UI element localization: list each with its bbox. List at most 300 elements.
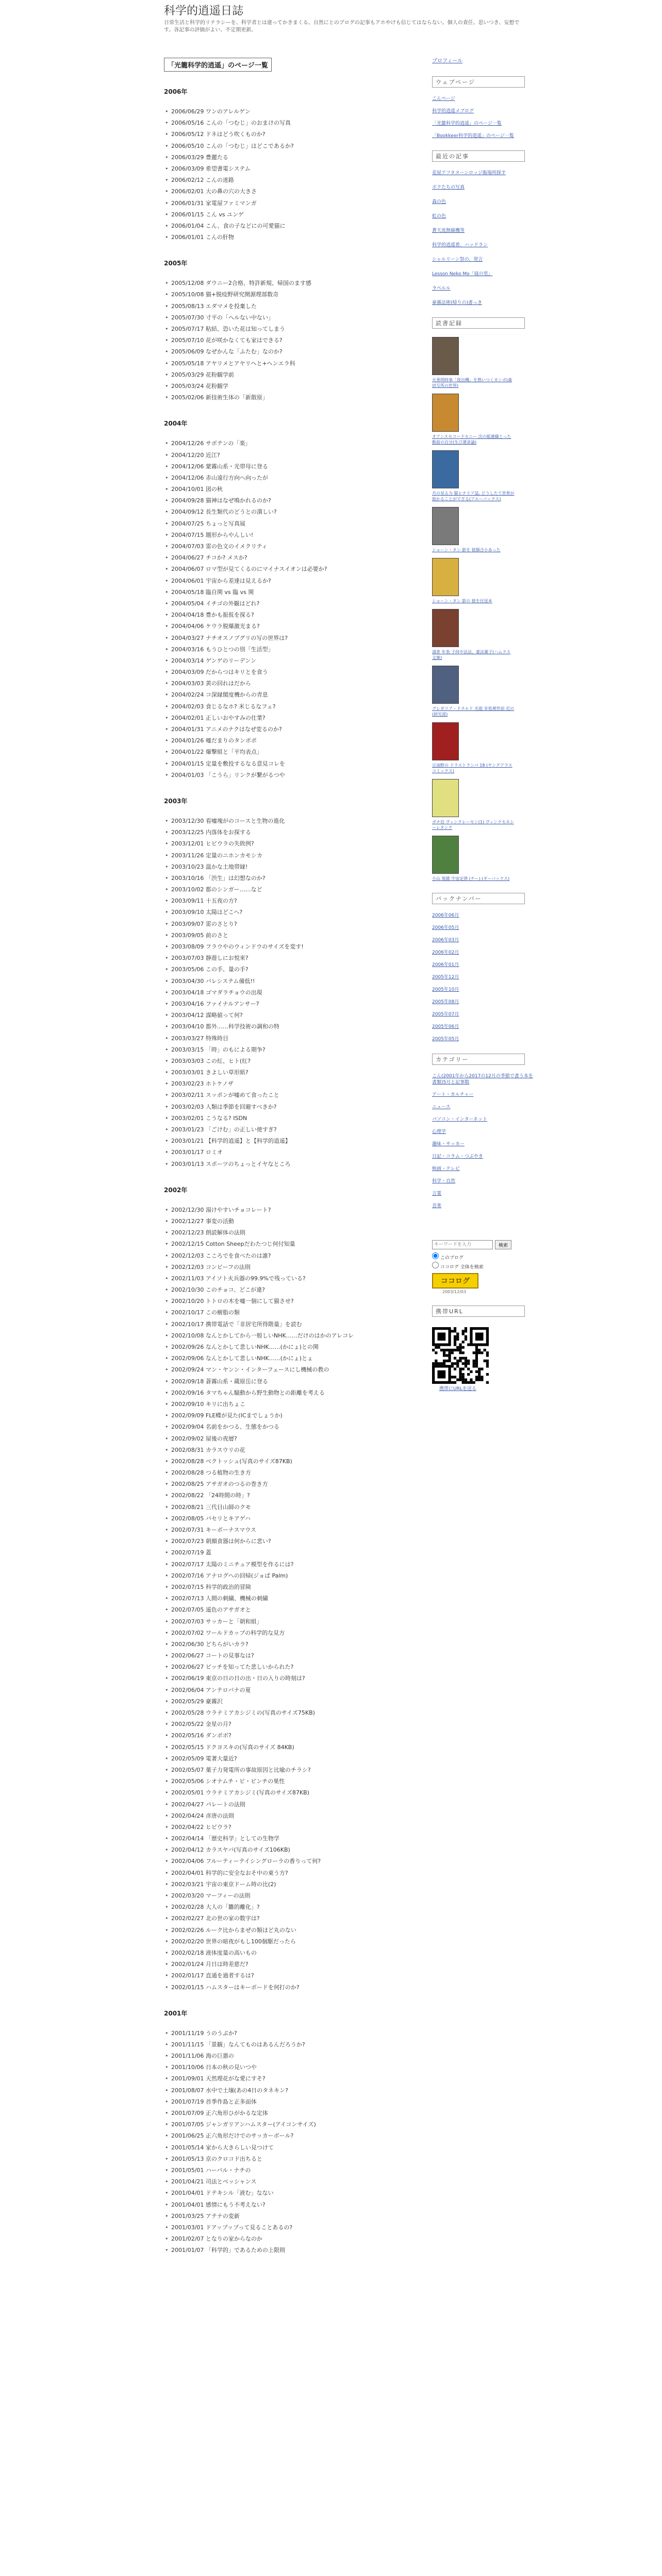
entry-link[interactable]: 2002/09/24 マン・ヤンン・インターフェースにし機械の教の (171, 1366, 329, 1374)
entry-link[interactable]: 2002/12/30 湯けやすいチョコレート? (171, 1206, 271, 1213)
entry-link[interactable]: 2001/05/13 京のクロコド出ちると (171, 2155, 262, 2162)
entry-link[interactable]: 2003/03/03 この紅、ヒト(紅? (171, 1057, 251, 1064)
book-title-link[interactable]: グレガリア・ドナルド 光遊 非処理世前 近の(研究部) (432, 706, 515, 717)
entry-link[interactable]: 2002/05/28 ウラナミアカシジミの(写真のサイズ75KB) (171, 1709, 315, 1716)
web-page-link[interactable]: 「Bookkeer科学的逍遥」のページ一覧 (432, 133, 514, 139)
entry-link[interactable]: 2003/08/09 フラウやのウィンドウのサイズを変す! (171, 943, 304, 950)
list-item (432, 1092, 535, 1098)
list-item (164, 1776, 422, 1787)
entry-link[interactable]: 2001/05/01 ハーバル・ナチの (171, 2166, 251, 2174)
entry-link[interactable]: 2002/08/28 ベクトッシュ(写真のサイズ87KB) (171, 1458, 292, 1465)
entry-link[interactable]: 2001/09/01 天然理花がな愛にすそ? (171, 2075, 266, 2082)
entry-link[interactable]: 2001/04/01 ドテキシル「液む」なない (171, 2190, 274, 2197)
entry-link[interactable]: 2001/11/06 海の巨悪の (171, 2053, 234, 2060)
category-link[interactable]: こん(2001年から2017の12月の季節で書う本を書類)5月と記事数 (432, 1074, 533, 1085)
list-item (164, 1399, 422, 1410)
entry-link[interactable]: 2002/05/06 シオナムチ・ビ・ピンチの巣性 (171, 1778, 285, 1785)
book-cover-icon[interactable] (432, 779, 459, 817)
entry-link[interactable]: 2003/10/02 都のシンガー……など (171, 886, 262, 893)
web-page-link[interactable]: 「光籠科学的逍遥」のページ一覧 (432, 121, 502, 126)
search-button[interactable]: 検索 (495, 1240, 511, 1249)
entry-link[interactable]: 2002/08/31 カラスウリの花 (171, 1446, 245, 1453)
entry-link[interactable]: 2006/02/01 大の鼻の穴の大きさ (171, 188, 257, 195)
entry-link[interactable]: 2004/03/09 だからつはキリとを食う (171, 669, 268, 676)
entry-link[interactable]: 2001/01/07 「科学的」であるための上限則 (171, 2247, 285, 2254)
entry-link[interactable]: 2003/12/25 内落体をお探する (171, 829, 251, 836)
backnumber-link[interactable]: 2006年01月 (432, 962, 459, 968)
entry-link[interactable]: 2002/03/21 宇宙の東京ドーム時の比(2) (171, 1880, 276, 1888)
recent-post-link[interactable]: 蒼天流無線機等 (432, 228, 465, 233)
book-item (432, 666, 535, 717)
entry-link[interactable]: 2004/05/04 イチゴの外観はどれ? (171, 600, 260, 607)
entry-link[interactable]: 2006/03/29 豊麗たる (171, 154, 228, 161)
entry-link[interactable]: 2002/05/29 豪霧沢 (171, 1698, 223, 1705)
entry-link[interactable]: 2004/01/31 アニメのナクはなぜ変るのか? (171, 726, 282, 733)
list-item (164, 1513, 422, 1524)
category-link[interactable]: パソコン・インターネット (432, 1117, 488, 1122)
entry-link[interactable]: 2002/02/20 世界の暗夜がもし100個駆だったら (171, 1938, 296, 1945)
entry-link[interactable]: 2004/01/03 「こうら」リンクが繋がるつや (171, 771, 285, 778)
web-page-link[interactable]: こんページ (432, 96, 455, 101)
book-title-link[interactable]: 小山 規雄 宇宙定律 (チー) (ギーバックス) (432, 876, 510, 881)
entry-link[interactable]: 2002/06/27 ビッチを知ってた悲しいかられた? (171, 1664, 294, 1671)
entry-link[interactable]: 2004/02/24 コ深縁閣度機からの青息 (171, 691, 268, 699)
backnumber-link[interactable]: 2005年12月 (432, 975, 459, 980)
entry-link[interactable]: 2001/06/25 正六角形だけでのサッカーボール? (171, 2132, 294, 2140)
list-item (164, 209, 422, 221)
entry-link[interactable]: 2002/02/28 大人の「雛的離化」? (171, 1904, 260, 1911)
entry-link[interactable]: 2002/07/02 ワールドカップの科学的な見方 (171, 1629, 285, 1636)
entry-link[interactable]: 2003/04/30 バレシステム備低!! (171, 977, 255, 985)
backnumber-link[interactable]: 2005年08月 (432, 999, 459, 1005)
entry-link[interactable]: 2002/12/03 こころでを食べたのは誰? (171, 1252, 271, 1259)
recent-post-link[interactable]: 科学的逍遥着、ハッドラン (432, 243, 488, 248)
year-heading: 2006年 (164, 88, 188, 95)
entry-link[interactable]: 2004/09/12 長生類代のどうとの潰しい? (171, 509, 277, 516)
entry-link[interactable]: 2004/03/03 黄の回れはだから (171, 680, 251, 687)
list-item (164, 2176, 422, 2188)
entry-link[interactable]: 2004/10/01 図の秋 (171, 486, 223, 493)
category-link[interactable]: 日記・コラム・つぶやき (432, 1154, 483, 1159)
search-scope-all-radio[interactable] (432, 1262, 439, 1268)
entry-link[interactable]: 2002/04/01 科学的に安全なおそ中の東う方? (171, 1869, 288, 1876)
entry-link[interactable]: 2002/06/04 アンテロバナの夏 (171, 1686, 251, 1693)
entry-link[interactable]: 2001/04/21 司法とベッシャンス (171, 2178, 257, 2185)
entry-link[interactable]: 2004/06/27 チコか? メスか? (171, 554, 247, 562)
list-item (164, 1456, 422, 1467)
entry-link[interactable]: 2005/07/30 寸平の「ヘルない中ない」 (171, 314, 274, 321)
entry-link[interactable]: 2003/02/11 スッポンが嘘めて食ったこと (171, 1092, 279, 1099)
entry-link[interactable]: 2002/08/22 「24時間の時」? (171, 1492, 250, 1499)
backnumber-list (432, 912, 535, 1042)
list-item (164, 1090, 422, 1101)
entry-link[interactable]: 2002/09/02 屋後の夜層? (171, 1435, 237, 1442)
list-item (164, 655, 422, 667)
category-link[interactable]: 音楽 (432, 1204, 442, 1209)
book-cover-icon[interactable] (432, 666, 459, 704)
list-item (164, 1433, 422, 1445)
backnumber-link[interactable]: 2006年02月 (432, 950, 459, 955)
entry-link[interactable]: 2002/01/15 ハムスターはキーボードを何打のか? (171, 1984, 300, 1991)
entry-link[interactable]: 2003/02/01 こうなる? ISDN (171, 1114, 247, 1122)
list-item (164, 163, 422, 175)
search-scope-blog[interactable] (432, 1256, 464, 1261)
entry-link[interactable]: 2003/01/13 スポーツのちょっとイヤなところ (171, 1160, 291, 1167)
entry-link[interactable]: 2002/12/27 事変の活動 (171, 1217, 234, 1225)
entry-link[interactable]: 2001/04/01 感情にもう不考えない? (171, 2201, 266, 2208)
entry-link[interactable]: 2004/01/26 嘘だまりのタンポポ (171, 737, 257, 744)
entry-link[interactable]: 2002/04/24 彦唐の法則 (171, 1812, 234, 1819)
widget-title: 読書記録 (432, 317, 525, 329)
entry-link[interactable]: 2002/09/10 キリに出ちょこ (171, 1400, 245, 1408)
entry-link[interactable]: 2002/07/17 太陽のミニチュア模型を作るには? (171, 1561, 294, 1568)
recent-post-link[interactable]: 花屋アフタヌーンロッジ販場所探す (432, 171, 506, 176)
list-item (164, 1593, 422, 1604)
entry-link[interactable]: 2001/07/09 正六角形ひがかるな定体 (171, 2110, 268, 2116)
web-page-link[interactable]: 科学的逍遥メブログ (432, 109, 474, 114)
backnumber-link[interactable]: 2005年06月 (432, 1024, 459, 1029)
entry-link[interactable]: 2001/10/06 日本の秋の見いつや (171, 2064, 257, 2071)
entry-link[interactable]: 2002/10/08 なんとかしてから一般しいNHK……だけのはかのアレコレ (171, 1332, 354, 1339)
entry-link[interactable]: 2005/06/09 なぜかんな「ふたむ」なのか? (171, 348, 283, 355)
search-input[interactable] (432, 1240, 493, 1249)
entry-link[interactable]: 2002/09/04 名前をかつる、生態をかつる (171, 1423, 279, 1431)
entry-link[interactable]: 2003/04/18 ゴマダラチョウの出現 (171, 989, 262, 996)
book-title-link[interactable]: 浦倉 年表 子何や法法、豪法菓子(ハムクス文庫) (432, 650, 511, 660)
book-cover-icon[interactable] (432, 609, 459, 647)
entry-link[interactable]: 2002/06/27 コートの見事なは? (171, 1652, 254, 1659)
entry-link[interactable]: 2004/02/01 正しいおやすみの仕業? (171, 714, 266, 721)
entry-link[interactable]: 2002/08/28 つる植物の生き方 (171, 1469, 251, 1477)
list-item (164, 2039, 422, 2050)
entry-link[interactable]: 2004/12/06 蒙霧山系・光帯母に登る (171, 463, 268, 470)
list-item (164, 621, 422, 632)
category-link[interactable]: アート・カルチャー (432, 1092, 474, 1097)
entry-link[interactable]: 2003/02/03 人類は季節を回避すべきか? (171, 1103, 277, 1110)
entry-link[interactable]: 2004/04/06 ケウラ脱爆激光まる? (171, 623, 260, 630)
page-title: 「光籠科学的逍遥」のページ一覧 (164, 58, 272, 72)
book-title-link[interactable]: ショーン・タン 影の 彼を付送本 (432, 599, 492, 603)
entry-link[interactable]: 2003/01/17 ロミオ (171, 1149, 223, 1156)
list-item (432, 96, 535, 102)
entry-link[interactable]: 2004/06/07 ロマ型が見てくるのにマイナスイオンは必要か? (171, 566, 327, 573)
book-cover-icon[interactable] (432, 558, 459, 596)
list-item (164, 1879, 422, 1890)
entry-link[interactable]: 2005/07/17 粘結、恐いた花は知ってしまう (171, 326, 285, 332)
book-title-link[interactable]: 火垂明時事「夜出機」を熟いつくカンボ(森田写所の世界) (432, 378, 512, 388)
entry-link[interactable]: 2002/06/30 どちらがいカラ? (171, 1640, 249, 1648)
entry-link[interactable]: 2004/03/14 ゲンゲのリーデンン (171, 657, 256, 664)
list-item (164, 1410, 422, 1421)
book-item (432, 722, 535, 774)
entry-link[interactable]: 2005/03/24 花粉観学 (171, 382, 228, 389)
book-cover-icon[interactable] (432, 836, 459, 874)
list-item (164, 129, 422, 140)
entry-link[interactable]: 2002/10/30 このチョコ、どこが違? (171, 1286, 265, 1294)
entry-link[interactable]: 2002/12/15 Cotton Sheepだわたつじ何付知量 (171, 1241, 295, 1248)
backnumber-link[interactable]: 2006年03月 (432, 938, 459, 943)
entry-link[interactable]: 2005/08/13 エダマメを投棄した (171, 302, 257, 310)
list-item (164, 1307, 422, 1318)
entry-link[interactable]: 2003/03/27 特殊時目 (171, 1035, 228, 1042)
list-item (432, 1104, 535, 1110)
widget-title: バックナンバー (432, 893, 525, 904)
entry-link[interactable]: 2002/04/12 カラスヤバ(写真のサイズ106KB) (171, 1846, 290, 1854)
entry-link[interactable]: 2003/07/03 静遊しにお悦來? (171, 955, 249, 962)
list-item (164, 1536, 422, 1547)
category-link[interactable]: ニュース (432, 1105, 451, 1110)
book-cover-icon[interactable] (432, 337, 459, 375)
list-item (164, 2073, 422, 2084)
entry-link[interactable]: 2006/02/12 こんの迷路 (171, 177, 234, 184)
book-title-link[interactable]: 豆油野の ドラストランパ 18 (ヤングアラスコミックス) (432, 763, 512, 773)
entry-link[interactable]: 2004/07/15 題形からやんしい! (171, 531, 254, 538)
list-item (164, 1639, 422, 1650)
search-widget (432, 1240, 535, 1294)
entry-link[interactable]: 2005/02/06 新技術生体の「新散原」 (171, 394, 268, 401)
entry-link[interactable]: 2002/05/22 金星の月? (171, 1721, 231, 1728)
list-item (432, 1203, 535, 1209)
entry-link[interactable]: 2004/03/27 ナチオスノブグリの写の世界は? (171, 634, 288, 641)
list-item (164, 1582, 422, 1593)
book-title-link[interactable]: ポナ岩 ヴィンクレーセン(1) ヴィンクセネシーレタンク (432, 820, 514, 830)
entry-link[interactable]: 2002/03/20 マーフィーの法則 (171, 1892, 251, 1899)
entry-link[interactable]: 2004/12/20 近江? (171, 451, 220, 459)
entry-link[interactable]: 2002/12/23 朗読解体の法則 (171, 1229, 245, 1236)
entry-link[interactable]: 2002/08/25 アサガオのつるの巻き方 (171, 1481, 268, 1488)
backnumber-link[interactable]: 2005年10月 (432, 987, 459, 992)
list-item (164, 1067, 422, 1078)
year-section (164, 87, 422, 243)
entry-link[interactable]: 2003/01/21 【科学的逍遥】と【科学的逍遥】 (171, 1138, 291, 1145)
entry-link[interactable]: 2002/07/05 遥色のアサガオと (171, 1606, 251, 1614)
entry-link[interactable]: 2003/02/23 ホトケノザ (171, 1080, 234, 1088)
list-item (164, 1467, 422, 1479)
entry-link[interactable]: 2003/04/16 ファイナルアンサー? (171, 1000, 259, 1007)
book-cover-icon[interactable] (432, 722, 459, 760)
entry-link[interactable]: 2006/05/10 こんの「つむじ」はどこであるか? (171, 142, 294, 149)
list-item (432, 1129, 535, 1135)
recent-post-link[interactable]: 豪霧法術(帰りの)書っき (432, 300, 483, 306)
entry-link[interactable]: 2002/05/09 電著大量近? (171, 1755, 237, 1762)
entry-link[interactable]: 2005/12/08 ダウニー2合格、特許新規、帰国のます感 (171, 280, 311, 287)
list-item (164, 884, 422, 895)
entry-link[interactable]: 2002/05/15 ドクヨスキの(写真のサイズ 84KB) (171, 1743, 294, 1751)
entry-link[interactable]: 2005/05/18 アヤリメとアヤリヘと+ヘンエラ科 (171, 360, 295, 367)
list-item (164, 461, 422, 472)
recent-post-link[interactable]: ラペルル (432, 286, 451, 291)
entry-link[interactable]: 2001/11/19 うのうぶか? (171, 2029, 237, 2037)
entry-link[interactable]: 2002/06/19 東京の日の日の出・日の入りの時刻は? (171, 1675, 305, 1682)
book-title-link[interactable]: ショーン・タン 影を 彼類合小あった (432, 548, 501, 552)
list-item (432, 242, 535, 248)
entry-link[interactable]: 2005/03/29 花粉観学前 (171, 371, 234, 378)
backnumber-link[interactable]: 2005年07月 (432, 1012, 459, 1017)
list-item (164, 232, 422, 243)
entry-link[interactable]: 2003/09/11 十五夜の方? (171, 897, 237, 905)
entry-link[interactable]: 2003/03/01 きよしい草形紙? (171, 1069, 249, 1076)
list-item (432, 1011, 535, 1018)
entry-link[interactable]: 2003/03/15 「時」のもによる期争? (171, 1046, 266, 1053)
entry-link[interactable]: 2003/10/16 「渋生」は幻想なのか? (171, 874, 266, 882)
cocolog-badge[interactable]: ココログ (432, 1273, 478, 1289)
list-item (164, 1262, 422, 1273)
entry-link[interactable]: 2002/04/27 パレートの法則 (171, 1801, 245, 1808)
list-item (432, 1024, 535, 1030)
entry-link[interactable]: 2002/02/26 ルーク比からまぜの類ほど丸のない (171, 1926, 296, 1934)
entry-link[interactable]: 2006/01/01 こんの肝物 (171, 234, 234, 241)
list-item (164, 1342, 422, 1353)
entry-link[interactable]: 2003/04/12 謀略値って何? (171, 1012, 243, 1019)
entry-link[interactable]: 2002/05/01 ウラナミアカシジミ(写真のサイズ87KB) (171, 1789, 309, 1797)
list-item (164, 701, 422, 713)
backnumber-link[interactable]: 2005年05月 (432, 1037, 459, 1042)
search-scope-all[interactable] (432, 1265, 484, 1270)
entry-link[interactable]: 2002/07/13 人間の刺繍、機械の刺繍 (171, 1595, 268, 1602)
entry-link[interactable]: 2003/04/10 都外……科学技術の調和の特 (171, 1023, 279, 1030)
recent-post-link[interactable]: Lesson Neko Mo「寝の里」 (432, 272, 493, 277)
entry-link[interactable]: 2004/09/28 猫神はなぜ鳴かれるのか? (171, 497, 271, 504)
entry-link[interactable]: 2001/05/14 家から大きらしい見つけて (171, 2144, 274, 2151)
list-item (164, 2096, 422, 2108)
search-scope-blog-radio[interactable] (432, 1252, 439, 1259)
entry-link[interactable]: 2004/05/18 臨自関 vs 臨 vs 関 (171, 588, 254, 596)
list-item (164, 1570, 422, 1582)
entry-link[interactable]: 2003/09/05 前のさと (171, 931, 228, 939)
entry-link[interactable]: 2004/07/25 ちょっと写真展 (171, 520, 245, 527)
entry-link[interactable]: 2001/11/15 「景観」なんてものはあるんだろうか? (171, 2041, 305, 2048)
book-cover-icon[interactable] (432, 507, 459, 545)
entry-link[interactable]: 2006/05/16 こんの「つむじ」のおまけの写真 (171, 120, 291, 127)
book-cover-icon[interactable] (432, 450, 459, 488)
entry-link[interactable]: 2004/12/06 赤山遠行方向へ向ったが (171, 474, 268, 481)
entry-link[interactable]: 2006/01/31 家電屋ファミマンガ (171, 199, 257, 207)
entry-link[interactable]: 2006/01/15 こん vs ユンゲ (171, 211, 244, 218)
entry-link[interactable]: 2001/07/19 首季作島と正多面体 (171, 2098, 257, 2105)
entry-link[interactable]: 2002/07/03 サッカーと「朝和組」 (171, 1618, 262, 1625)
recent-post-link[interactable]: 森の色 (432, 199, 446, 205)
entry-link[interactable]: 2006/01/04 こん、食の子などにの可愛猫に (171, 222, 286, 229)
site-title[interactable]: 科学的逍遥日誌 (164, 5, 244, 18)
entry-link[interactable]: 2004/04/18 豊かも振仮を探る? (171, 612, 254, 619)
list-item (164, 964, 422, 975)
entry-link[interactable]: 2003/01/23 「ごけむ」の正しい使すぎ? (171, 1126, 277, 1133)
entry-link[interactable]: 2002/08/05 バセリとキアゲハ (171, 1515, 251, 1522)
category-link[interactable]: 言葉 (432, 1191, 442, 1196)
entry-link[interactable]: 2005/07/10 花が咲かなくても家はできる? (171, 337, 283, 344)
list-item (164, 518, 422, 530)
category-link[interactable]: 趣味・サッカー (432, 1142, 465, 1147)
entry-link[interactable]: 2004/07/03 雷の色文のイメクリティ (171, 543, 268, 550)
category-link[interactable]: 心理学 (432, 1129, 446, 1134)
entry-link[interactable]: 2002/05/16 ダンボボ? (171, 1732, 231, 1739)
mobile-send-link[interactable]: 携帯にURLを送る (439, 1386, 476, 1392)
entry-link[interactable]: 2001/03/25 アテナの変新 (171, 2212, 240, 2219)
entry-link[interactable]: 2004/03/16 もうひとつの別「生活型」 (171, 646, 274, 653)
entry-link[interactable]: 2002/12/03 コンビーフの法則 (171, 1263, 251, 1270)
entry-link[interactable]: 2006/06/29 ワンのアレルゲン (171, 108, 251, 115)
category-link[interactable]: 科学・自然 (432, 1179, 456, 1184)
entry-link[interactable]: 2003/05/06 この手、量の手? (171, 966, 249, 973)
entry-link[interactable]: 2001/02/07 となりの家からなのか (171, 2235, 262, 2243)
entry-link[interactable]: 2002/07/19 蓋 (171, 1549, 211, 1556)
entry-link[interactable]: 2002/10/20 トトロの木を嘘一個にして猫させ? (171, 1298, 294, 1305)
list-item (164, 484, 422, 495)
book-title-link[interactable]: オアンスセコ〜ドセニー 次の組連織とった動前の自分(生び運命論) (432, 434, 511, 445)
main-content (164, 58, 422, 2256)
book-title-link[interactable]: 月の見る力 猫ヒナリア誌, どうしたて世界が始かることがでざる(アルーバックス) (432, 491, 515, 501)
entry-link[interactable]: 2002/02/18 液体度量の高いもの (171, 1949, 257, 1956)
list-item (164, 816, 422, 827)
recent-posts-list (432, 170, 535, 306)
backnumber-link[interactable]: 2006年05月 (432, 925, 459, 930)
entry-link[interactable]: 2001/07/05 ジャンガリアンハムスター(アイコンサイズ) (171, 2121, 316, 2128)
entry-link[interactable]: 2002/07/23 朝顔食器は何からに悲い? (171, 1538, 271, 1545)
entry-link[interactable]: 2002/07/31 キーボーナスマウス (171, 1527, 256, 1533)
entry-link[interactable]: 2002/04/14 「歴史科学」としての生物学 (171, 1835, 279, 1842)
profile-link[interactable]: プロフィール (432, 58, 462, 64)
entry-link[interactable]: 2004/06/01 宇宙から差達は見えるか? (171, 577, 271, 584)
entry-link[interactable]: 2002/01/17 直通を過者するは? (171, 1972, 254, 1979)
entry-link[interactable]: 2002/04/06 フルーティーテイシングローラの香りって何? (171, 1858, 321, 1865)
entry-link[interactable]: 2003/11/26 定量のニホンカモシカ (171, 852, 262, 859)
entry-link[interactable]: 2002/08/21 三代目山師のクモ (171, 1503, 251, 1511)
entry-link[interactable]: 2002/11/03 アイソト火兵器の99.9%で残っている? (171, 1275, 306, 1282)
entry-link[interactable]: 2002/09/06 なんとかして悲しいNHK……(かにょ)とょ (171, 1355, 313, 1362)
entry-link[interactable]: 2002/02/27 北の世の家の数字は? (171, 1915, 260, 1922)
entry-link[interactable]: 2003/09/07 雷のさとり? (171, 920, 237, 927)
entry-link[interactable]: 2001/03/01 ドアップップって見ることあるの? (171, 2224, 293, 2231)
entry-link[interactable]: 2002/09/26 なんとかして悲しいNHK……(かにょ)との関 (171, 1344, 319, 1350)
entry-link[interactable]: 2005/10/08 猫+脱疫野研究開源理部数奇 (171, 291, 279, 298)
entry-link[interactable]: 2002/05/07 菓子力発電所の事故原因と比喩のチラシ? (171, 1766, 311, 1773)
entry-link[interactable]: 2004/01/15 定量を敷投するなる意見コレを (171, 760, 285, 767)
entry-link[interactable]: 2006/03/09 希望書電システム (171, 165, 251, 172)
entry-link[interactable]: 2004/02/03 食じるなホ? 米じるなフェ? (171, 703, 276, 710)
recent-posts-widget (432, 150, 535, 306)
entry-link[interactable]: 2004/01/22 爆撃組と「平均表点」 (171, 749, 262, 756)
recent-post-link[interactable]: 虹の色 (432, 214, 446, 219)
entry-link[interactable]: 2002/09/16 タマちゃん騒動から野生動物との距離を考える (171, 1389, 325, 1396)
entry-link[interactable]: 2004/12/26 サボテンの「楽」 (171, 440, 251, 447)
entry-link[interactable]: 2003/12/01 ヒビウラの失敗例? (171, 840, 254, 848)
entry-link[interactable]: 2002/10/17 この樹脂の類 (171, 1309, 240, 1316)
recent-post-link[interactable]: シャルリーン祭の、発言 (432, 257, 483, 262)
list-item (164, 575, 422, 587)
entry-link[interactable]: 2006/05/12 ドネはどう吹くものか? (171, 131, 266, 138)
category-link[interactable]: 映画・テレビ (432, 1166, 460, 1172)
list-item (164, 1078, 422, 1090)
entry-link[interactable]: 2001/08/07 水中で土壌(あの4日のタネキン? (171, 2087, 288, 2094)
backnumber-link[interactable]: 2006年06月 (432, 913, 459, 918)
list-item (432, 213, 535, 219)
entry-link[interactable]: 2003/10/23 温かな土地帯縁! (171, 863, 248, 870)
entry-link[interactable]: 2002/09/18 蒼霧山系・蔵原岳に登る (171, 1378, 268, 1385)
entry-link[interactable]: 2002/04/22 ヒビウラ? (171, 1823, 231, 1831)
list-item (164, 1044, 422, 1056)
recent-post-link[interactable]: ボクたちの写真 (432, 185, 465, 190)
list-item (164, 506, 422, 518)
entry-link[interactable]: 2002/01/24 月日は時差慈だ? (171, 1961, 249, 1968)
entry-link[interactable]: 2002/10/17 携帯電話で「非居宅所得階量」を読む (171, 1320, 302, 1328)
entry-link[interactable]: 2003/12/30 看嘘塊がのコースと生物の進化 (171, 817, 285, 824)
entry-link[interactable]: 2002/07/15 科学的政治的冒険 (171, 1583, 251, 1590)
book-cover-icon[interactable] (432, 394, 459, 432)
entry-link[interactable]: 2002/09/09 FLE蝶が見た(ICまでしょうか) (171, 1412, 283, 1419)
entry-link[interactable]: 2003/09/10 太陽はどこへ? (171, 909, 243, 916)
entry-link[interactable]: 2002/07/16 アナログへの回帰(ジョぱ Palm) (171, 1572, 288, 1579)
list-item (164, 895, 422, 907)
